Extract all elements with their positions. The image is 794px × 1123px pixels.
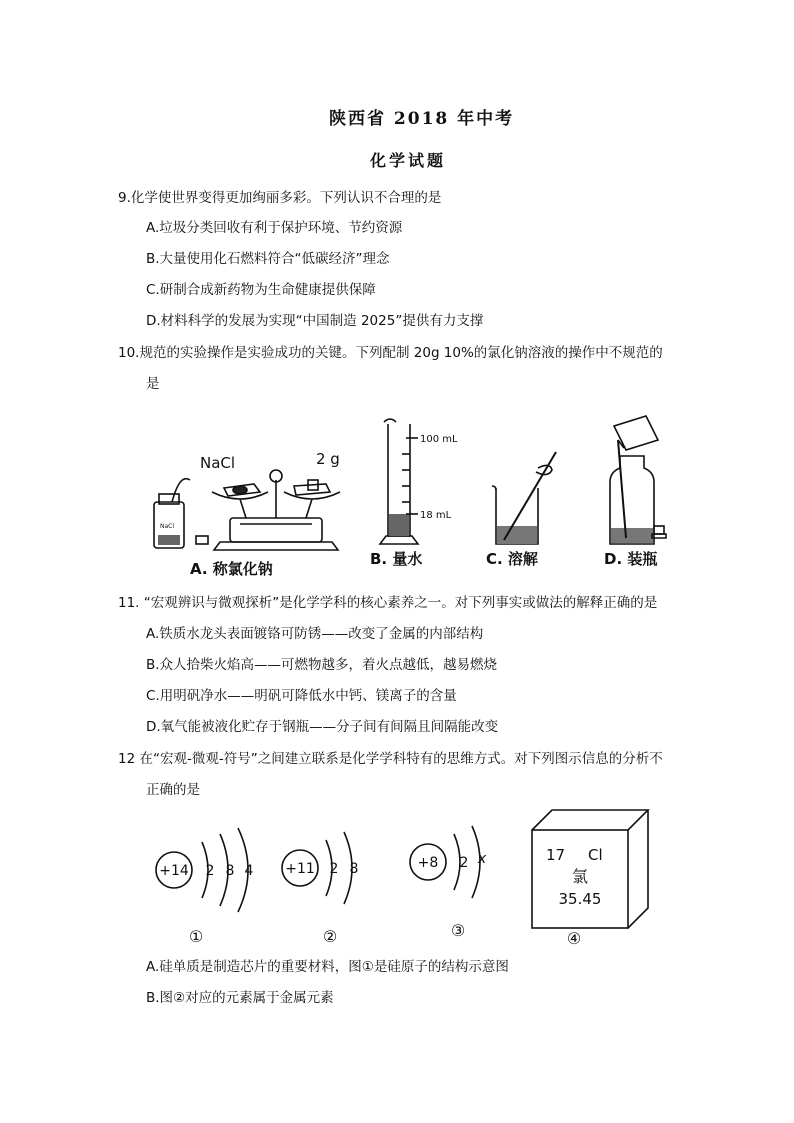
atom-structure-1 — [156, 828, 254, 946]
q11-option-a: A.铁质水龙头表面镀铬可防锈——改变了金属的内部结构 — [146, 626, 484, 642]
nucleus-1-charge: +14 — [159, 863, 189, 879]
right-pan-stem — [306, 499, 312, 518]
element-label: ④ — [566, 929, 582, 948]
tilted-beaker — [614, 416, 658, 450]
nucleus-3-charge: +8 — [417, 855, 439, 871]
atom-2-label: ② — [322, 927, 338, 946]
nacl-powder — [233, 486, 247, 494]
element-cell-cube — [532, 810, 648, 928]
q9-option-d: D.材料科学的发展为实现“中国制造 2025”提供有力支撑 — [146, 313, 484, 329]
cylinder-spout — [384, 419, 396, 422]
atom-3-shell-1: 2 — [459, 855, 469, 871]
atom-1-shell-3: 4 — [244, 863, 254, 879]
bottle-solution — [611, 528, 653, 543]
page-title: 陕西省 2018 年中考 — [329, 109, 515, 129]
cylinder-18ml-label: 18 mL — [420, 510, 452, 521]
caption-a: A. 称氯化钠 — [190, 560, 273, 578]
nucleus-2-charge: +11 — [285, 861, 315, 877]
element-number: 17 — [546, 846, 566, 864]
cylinder-100ml-label: 100 mL — [420, 434, 458, 445]
q10-stem-line2: 是 — [146, 376, 160, 392]
balance-apparatus — [154, 470, 340, 550]
atom-3-shell-2: x — [477, 851, 487, 867]
atom-1-shell-1: 2 — [205, 863, 215, 879]
q9-option-b: B.大量使用化石燃料符合“低碳经济”理念 — [146, 251, 390, 267]
atom-3-label: ③ — [450, 921, 466, 940]
bottle-label: NaCl — [160, 523, 175, 530]
q12-stem-line1: 12 在“宏观-微观-符号”之间建立联系是化学学科特有的思维方式。对下列图示信息的分析不 — [118, 751, 663, 767]
nacl-label: NaCl — [200, 454, 236, 472]
caption-c: C. 溶解 — [486, 550, 538, 568]
water-in-cylinder — [389, 514, 409, 536]
bottle-powder — [158, 535, 180, 545]
beaker-solution — [497, 526, 537, 544]
q9-stem: 9.化学使世界变得更加绚丽多彩。下列认识不合理的是 — [118, 190, 442, 206]
cube-top — [532, 810, 648, 830]
q9-option-a: A.垃圾分类回收有利于保护环境、节约资源 — [146, 220, 403, 236]
left-pan-stem — [240, 499, 246, 518]
q11-option-d: D.氧气能被液化贮存于钢瓶——分子间有间隔且间隔能改变 — [146, 719, 499, 735]
caption-b: B. 量水 — [370, 550, 423, 568]
balance-base — [214, 542, 338, 550]
q12-figure — [148, 808, 668, 954]
q11-stem: 11. “宏观辨识与微观探析”是化学学科的核心素养之一。对下列事实或做法的解释正确的是 — [118, 595, 658, 611]
atom-1-label: ① — [188, 927, 204, 946]
bottle-cap — [196, 536, 208, 544]
q12-option-a: A.硅单质是制造芯片的重要材料，图①是硅原子的结构示意图 — [146, 959, 509, 975]
q11-option-c: C.用明矾净水——明矾可降低水中钙、镁离子的含量 — [146, 688, 457, 704]
bottling-setup — [610, 416, 666, 544]
atom-1-shell-2: 8 — [225, 863, 235, 879]
q12-stem-line2: 正确的是 — [146, 782, 200, 798]
q12-option-b: B.图②对应的元素属于金属元素 — [146, 990, 334, 1006]
atom-structure-2 — [282, 832, 358, 946]
spatula — [172, 479, 190, 502]
element-symbol: Cl — [588, 846, 603, 864]
weight-label: 2 g — [316, 450, 340, 468]
element-mass: 35.45 — [558, 890, 602, 908]
beaker-lip — [492, 486, 496, 490]
atom-structure-3 — [410, 826, 487, 940]
cylinder-base — [380, 536, 418, 544]
caption-d: D. 装瓶 — [604, 550, 658, 568]
q9-option-c: C.研制合成新药物为生命健康提供保障 — [146, 282, 376, 298]
balance-body — [230, 518, 322, 542]
element-name: 氯 — [571, 867, 589, 886]
q11-option-b: B.众人拾柴火焰高——可燃物越多，着火点越低，越易燃烧 — [146, 657, 498, 673]
dissolving-beaker — [492, 452, 556, 544]
q10-stem-line1: 10.规范的实验操作是实验成功的关键。下列配制 20g 10%的氯化钠溶液的操作中不规范的 — [118, 345, 663, 361]
graduated-cylinder — [380, 419, 418, 544]
atom-2-shell-2: 8 — [349, 861, 359, 877]
q10-figure — [148, 410, 683, 582]
glass-rod-d — [618, 440, 626, 538]
atom-2-shell-1: 2 — [329, 861, 339, 877]
page-subtitle: 化学试题 — [370, 151, 447, 170]
stopper — [654, 526, 664, 534]
